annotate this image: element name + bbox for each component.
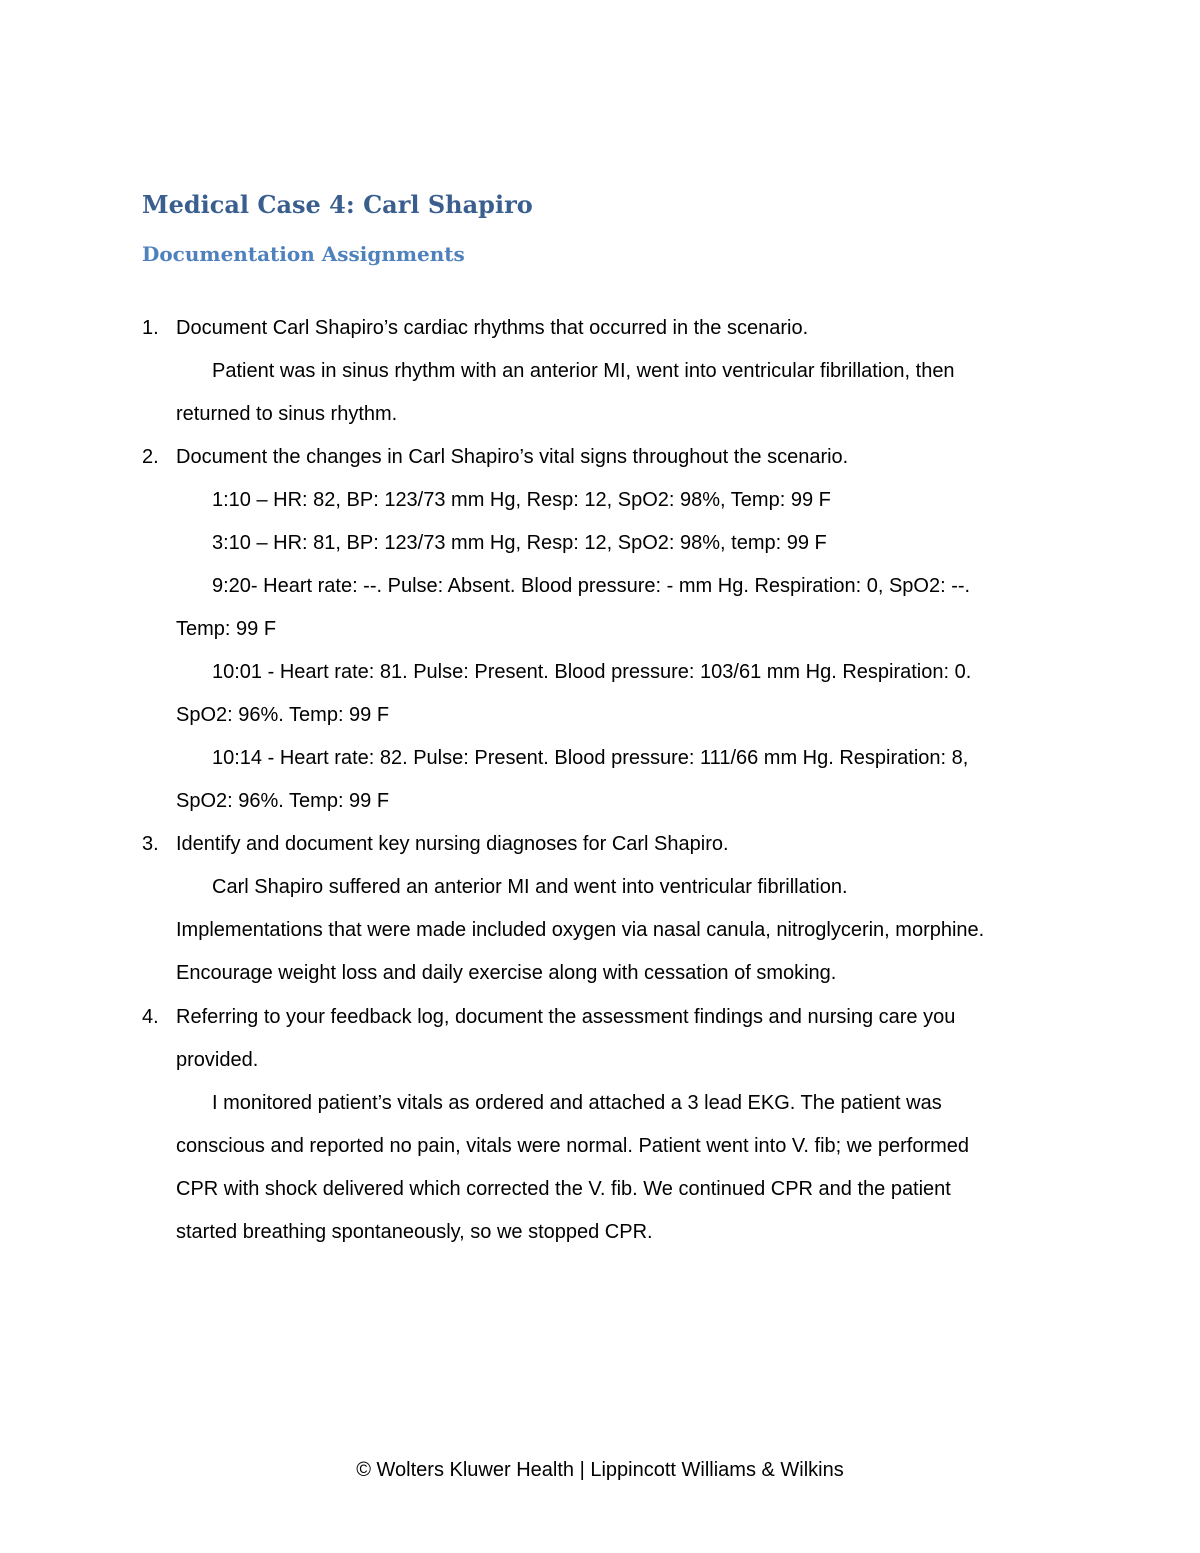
page-subtitle: Documentation Assignments xyxy=(142,242,465,266)
item-answer-line: 9:20- Heart rate: --. Pulse: Absent. Blood pressure: - mm Hg. Respiration: 0, SpO2: --. xyxy=(212,575,971,597)
item-number: 2. xyxy=(142,446,159,468)
item-question: provided. xyxy=(176,1049,259,1071)
item-answer-line: Carl Shapiro suffered an anterior MI and went into ventricular fibrillation. xyxy=(212,876,848,898)
item-answer-line: 10:14 - Heart rate: 82. Pulse: Present. Blood pressure: 111/66 mm Hg. Respiration: 8, xyxy=(212,747,969,769)
item-answer-line: 1:10 – HR: 82, BP: 123/73 mm Hg, Resp: 12, SpO2: 98%, Temp: 99 F xyxy=(212,489,831,511)
item-answer-line: Implementations that were made included oxygen via nasal canula, nitroglycerin, morphine. xyxy=(176,919,985,941)
item-answer-line: Temp: 99 F xyxy=(176,618,277,640)
item-answer-line: 10:01 - Heart rate: 81. Pulse: Present. Blood pressure: 103/61 mm Hg. Respiration: 0. xyxy=(212,661,972,683)
item-answer-line: returned to sinus rhythm. xyxy=(176,403,398,425)
item-answer-line: SpO2: 96%. Temp: 99 F xyxy=(176,704,390,726)
item-number: 1. xyxy=(142,317,159,339)
item-answer-line: 3:10 – HR: 81, BP: 123/73 mm Hg, Resp: 12, SpO2: 98%, temp: 99 F xyxy=(212,532,827,554)
item-answer-line: CPR with shock delivered which corrected the V. fib. We continued CPR and the patient xyxy=(176,1178,951,1200)
page-title: Medical Case 4: Carl Shapiro xyxy=(142,190,533,219)
item-number: 4. xyxy=(142,1006,159,1028)
item-answer-line: Encourage weight loss and daily exercise along with cessation of smoking. xyxy=(176,962,837,984)
item-question: Document Carl Shapiro’s cardiac rhythms that occurred in the scenario. xyxy=(176,317,809,339)
item-answer-line: Patient was in sinus rhythm with an anterior MI, went into ventricular fibrillation, then xyxy=(212,360,955,382)
item-answer-line: SpO2: 96%. Temp: 99 F xyxy=(176,790,390,812)
item-answer-line: started breathing spontaneously, so we stopped CPR. xyxy=(176,1221,653,1243)
page-footer: © Wolters Kluwer Health | Lippincott Williams & Wilkins xyxy=(356,1459,844,1481)
item-number: 3. xyxy=(142,833,159,855)
item-answer-line: I monitored patient’s vitals as ordered and attached a 3 lead EKG. The patient was xyxy=(212,1092,942,1114)
item-answer-line: conscious and reported no pain, vitals were normal. Patient went into V. fib; we performed xyxy=(176,1135,970,1157)
item-question: Document the changes in Carl Shapiro’s vital signs throughout the scenario. xyxy=(176,446,849,468)
item-question: Identify and document key nursing diagnoses for Carl Shapiro. xyxy=(176,833,729,855)
item-question: Referring to your feedback log, document the assessment findings and nursing care you xyxy=(176,1006,956,1028)
